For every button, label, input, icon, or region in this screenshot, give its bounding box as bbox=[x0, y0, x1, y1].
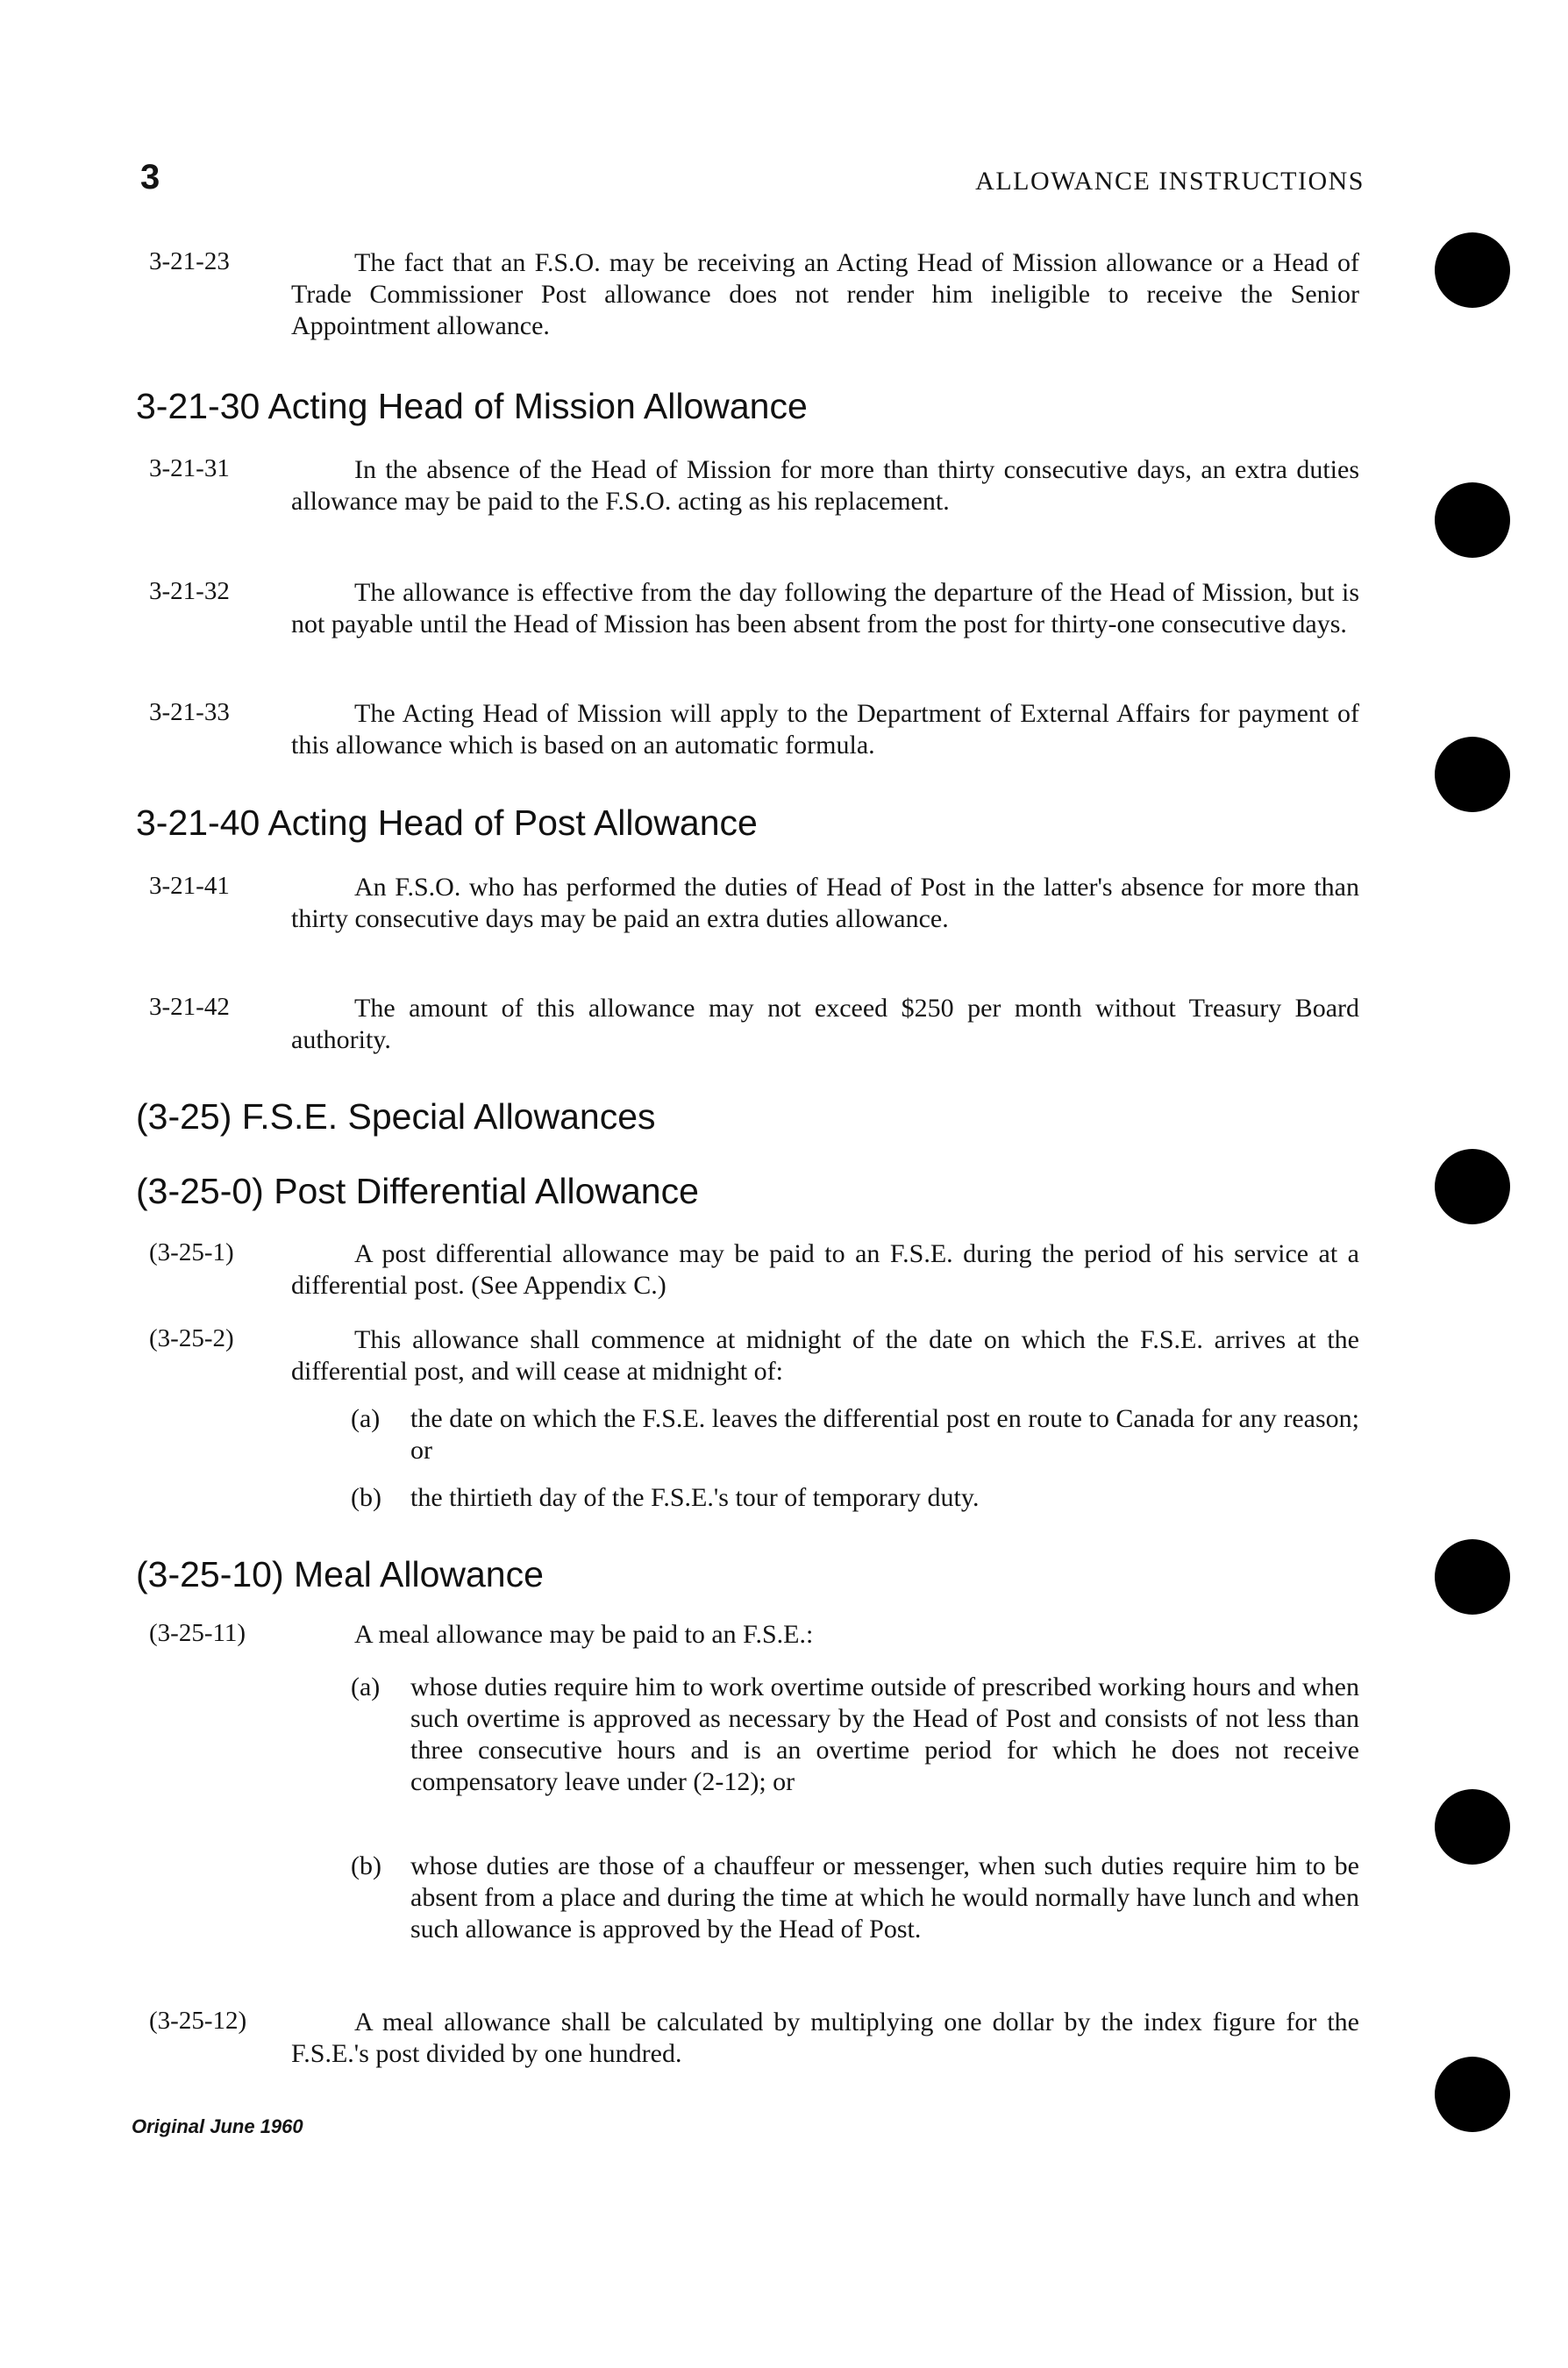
punch-hole bbox=[1435, 1789, 1510, 1865]
subparagraph-label: (a) bbox=[351, 1673, 381, 1701]
punch-hole bbox=[1435, 1149, 1510, 1224]
paragraph-text: The amount of this allowance may not exceed $250 per month without Treasury Board authority. bbox=[291, 994, 1359, 1054]
section-heading-3-25: (3-25) F.S.E. Special Allowances bbox=[136, 1096, 656, 1137]
subparagraph-3-25-2-b bbox=[351, 1482, 1359, 1514]
subparagraph-text: the date on which the F.S.E. leaves the differential post en route to Canada for any reason; or bbox=[410, 1404, 1359, 1465]
paragraph-text: An F.S.O. who has performed the duties of Head of Post in the latter's absence for more than thirty consecutive days may be paid an extra duties allowance. bbox=[291, 873, 1359, 933]
paragraph-3-21-41 bbox=[149, 872, 1359, 935]
paragraph-text: A meal allowance shall be calculated by multiplying one dollar by the index figure for the F.S.E.'s post divided by one hundred. bbox=[291, 2008, 1359, 2068]
paragraph-number: 3-21-33 bbox=[149, 698, 230, 726]
section-heading-3-21-40: 3-21-40 Acting Head of Post Allowance bbox=[136, 802, 758, 843]
paragraph-text: In the absence of the Head of Mission for more than thirty consecutive days, an extra duties allowance may be paid to the F.S.O. acting as his replacement. bbox=[291, 455, 1359, 516]
subparagraph-label: (b) bbox=[351, 1851, 381, 1880]
running-title: ALLOWANCE INSTRUCTIONS bbox=[975, 167, 1365, 196]
punch-hole bbox=[1435, 2057, 1510, 2132]
paragraph-text: A meal allowance may be paid to an F.S.E.: bbox=[354, 1620, 814, 1649]
section-heading-3-25-10: (3-25-10) Meal Allowance bbox=[136, 1554, 544, 1594]
footer-date: Original June 1960 bbox=[132, 2115, 303, 2137]
paragraph-number: (3-25-11) bbox=[149, 1619, 246, 1647]
paragraph-text: The fact that an F.S.O. may be receiving an Acting Head of Mission allowance or a Head of Trade Commissioner Post allowance does not render him ineligible to receive the Senior Appointment allowance. bbox=[291, 248, 1359, 340]
paragraph-number: 3-21-41 bbox=[149, 872, 230, 900]
paragraph-number: 3-21-31 bbox=[149, 454, 230, 482]
paragraph-number: 3-21-23 bbox=[149, 247, 230, 275]
paragraph-number: (3-25-12) bbox=[149, 2007, 247, 2035]
subparagraph-text: the thirtieth day of the F.S.E.'s tour of temporary duty. bbox=[410, 1483, 980, 1512]
paragraph-number: 3-21-42 bbox=[149, 993, 230, 1021]
punch-hole bbox=[1435, 737, 1510, 812]
subparagraph-text: whose duties are those of a chauffeur or messenger, when such duties require him to be absent from a place and during the time at which he would normally have lunch and when such allowance is approved by the Head of Post. bbox=[410, 1851, 1359, 1944]
punch-hole bbox=[1435, 482, 1510, 558]
paragraph-3-21-31 bbox=[149, 454, 1359, 517]
punch-hole bbox=[1435, 1539, 1510, 1615]
paragraph-3-21-33 bbox=[149, 698, 1359, 761]
subparagraph-3-25-11-b bbox=[351, 1851, 1359, 1945]
paragraph-3-21-23 bbox=[149, 247, 1359, 342]
paragraph-number: 3-21-32 bbox=[149, 577, 230, 605]
paragraph-3-25-1 bbox=[149, 1238, 1359, 1302]
paragraph-text: This allowance shall commence at midnight of the date on which the F.S.E. arrives at the differential post, and will cease at midnight of: bbox=[291, 1325, 1359, 1386]
paragraph-3-25-2 bbox=[149, 1324, 1359, 1387]
subparagraph-3-25-2-a bbox=[351, 1403, 1359, 1466]
paragraph-text: A post differential allowance may be paid to an F.S.E. during the period of his service at a differential post. (See Appendix C.) bbox=[291, 1239, 1359, 1300]
paragraph-text: The Acting Head of Mission will apply to the Department of External Affairs for payment of this allowance which is based on an automatic formula. bbox=[291, 699, 1359, 760]
paragraph-number: (3-25-1) bbox=[149, 1238, 234, 1266]
subparagraph-label: (b) bbox=[351, 1483, 381, 1512]
section-heading-3-21-30: 3-21-30 Acting Head of Mission Allowance bbox=[136, 386, 808, 426]
paragraph-3-25-11 bbox=[149, 1619, 1359, 1651]
paragraph-number: (3-25-2) bbox=[149, 1324, 234, 1352]
subparagraph-label: (a) bbox=[351, 1404, 381, 1433]
subparagraph-3-25-11-a bbox=[351, 1672, 1359, 1798]
paragraph-text: The allowance is effective from the day following the departure of the Head of Mission, but is not payable until the Head of Mission has been absent from the post for thirty-one consecutive days. bbox=[291, 578, 1359, 638]
page-number: 3 bbox=[140, 158, 160, 196]
paragraph-3-21-42 bbox=[149, 993, 1359, 1056]
subparagraph-text: whose duties require him to work overtime outside of prescribed working hours and when such overtime is approved as necessary by the Head of Post and consists of not less than three consecutive hours and is an overtime period for which he does not receive compensatory leave under (2-12); or bbox=[410, 1673, 1359, 1796]
paragraph-3-25-12 bbox=[149, 2007, 1359, 2070]
paragraph-3-21-32 bbox=[149, 577, 1359, 640]
punch-hole bbox=[1435, 232, 1510, 308]
section-heading-3-25-0: (3-25-0) Post Differential Allowance bbox=[136, 1171, 699, 1211]
